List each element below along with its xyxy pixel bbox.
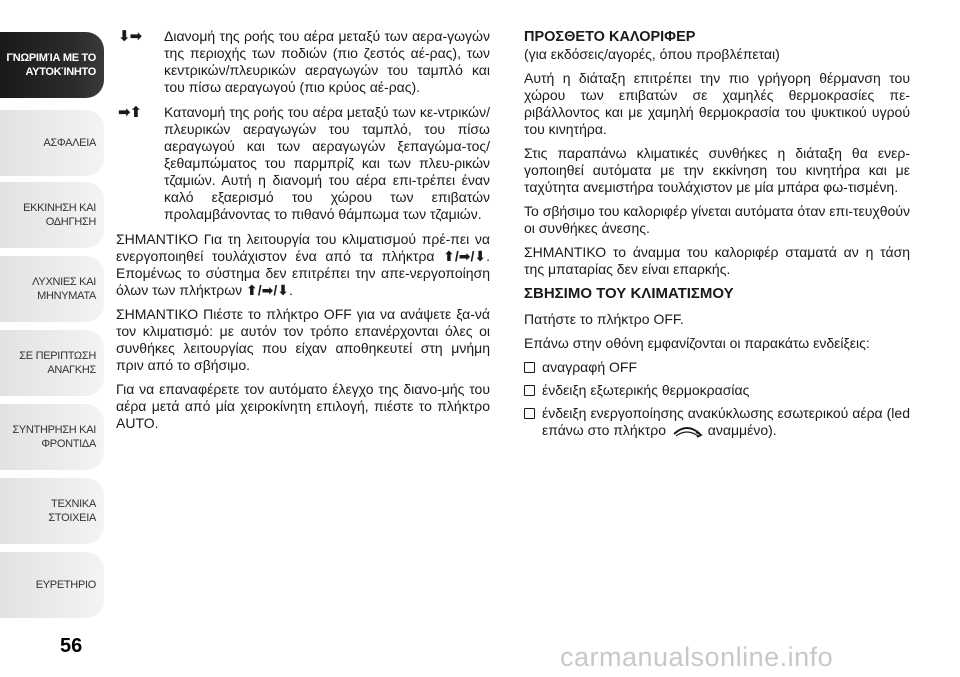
list-item: αναγραφή OFF — [524, 359, 910, 376]
tab-label: ΕΚΚΙΝΗΣΗ ΚΑΙ ΟΔΗΓΗΣΗ — [23, 202, 96, 228]
item-text: Κατανομή της ροής του αέρα μεταξύ των κε-ντρικών/πλευρικών αεραγωγών του ταμπλό, του πίσω αεραγωγού και των αεραγωγών ξεπαγώμα-τος/ξεθαμπώματος του παρμπρίζ και των πλευ-ρικών τζαμιών. Αυτή η διανομή του αέρα επι-τρέπει έναν καλό εξαερισμό του χώρου των επιβατών προλαμβάνοντας το πιθανό θάμπωμα των τζαμιών. — [164, 104, 490, 222]
section-heading-heater: ΠΡΟΣΘΕΤΟ ΚΑΛΟΡΙΦΕΡ — [524, 29, 696, 45]
recirculation-icon — [670, 424, 704, 438]
heater-paragraph-1: Αυτή η διάταξη επιτρέπει την πιο γρήγορη θέρμανση του χώρου των επιβατών σε χαμηλές θερμοκρασίες πε-ριβάλλοντος και με χαμηλή θερμοκρασία του ψυκτικού υγρού του κινητήρα. — [524, 70, 910, 137]
tab-getting-to-know[interactable] — [0, 32, 104, 98]
tab-index[interactable] — [0, 552, 104, 618]
distribution-item-feet-dash — [116, 28, 490, 96]
tab-label: ΤΕΧΝΙΚΑ ΣΤΟΙΧΕΙΑ — [48, 498, 96, 524]
airflow-buttons-icons: ⬆/➡/⬇ — [246, 282, 290, 298]
tab-emergency[interactable] — [0, 330, 104, 396]
off-paragraph-1: Πατήστε το πλήκτρο OFF. — [524, 311, 684, 327]
off-paragraph-2: Επάνω στην οθόνη εμφανίζονται οι παρακάτω ενδείξεις: — [524, 335, 870, 351]
left-column — [116, 28, 490, 439]
checkbox-bullet-icon — [524, 408, 535, 419]
airflow-buttons-icons: ⬆/➡/⬇ — [443, 248, 487, 264]
watermark: carmanualsonline.info — [560, 642, 834, 672]
dash-windscreen-airflow-icon: ➡⬆ — [118, 104, 142, 121]
tab-label: ΣΥΝΤΗΡΗΣΗ ΚΑΙ ΦΡΟΝΤΙΔΑ — [12, 424, 96, 450]
tab-technical-data[interactable] — [0, 478, 104, 544]
important-note-1: ΣΗΜΑΝΤΙΚΟ Για τη λειτουργία του κλιματισμού πρέ-πει να ενεργοποιηθεί τουλάχιστον ένα από τα πλήκτρα ⬆/➡/⬇. Επομένως το σύστημα δεν επιτρέπει την απε-νεργοποίηση όλων των πλήκτρων ⬆/➡/⬇. — [116, 231, 490, 298]
checkbox-bullet-icon — [524, 385, 535, 396]
chapter-sidebar — [0, 0, 104, 677]
list-item: ένδειξη ενεργοποίησης ανακύκλωσης εσωτερικού αέρα (led επάνω στο πλήκτρο αναμμένο). — [524, 405, 910, 439]
heater-paragraph-3: Το σβήσιμο του καλοριφέρ γίνεται αυτόματα όταν επι-τευχθούν οι συνθήκες άνεσης. — [524, 203, 910, 236]
feet-dash-airflow-icon: ⬇➡ — [118, 28, 142, 45]
tab-label: ΑΣΦΑΛΕΙΑ — [43, 137, 96, 149]
important-note-2: ΣΗΜΑΝΤΙΚΟ Πιέστε το πλήκτρο OFF για να ανάψετε ξα-νά τον κλιματισμό: με αυτόν τον τρόπο επανέρχονται όλες οι συνθήκες λειτουργίας που είχαν αποθηκευτεί στη μνήμη πριν από το σβήσιμο. — [116, 306, 490, 373]
tab-label: ΓΝΩΡΙΜΊΑ ΜΕ ΤΟ ΑΥΤΟΚΊΝΗΤΟ — [6, 52, 96, 78]
tab-safety[interactable] — [0, 110, 104, 176]
tab-warning-lights[interactable] — [0, 256, 104, 322]
item-text: Διανομή της ροής του αέρα μεταξύ των αερα-γωγών της περιοχής των ποδιών (πιο ζεστός αέ-ρας), των κεντρικών/πλευρικών αεραγωγών του ταμπλό και του πίσω αεραγωγού (πιο κρύος αέ-ρας). — [164, 28, 490, 95]
section-subheading: (για εκδόσεις/αγορές, όπου προβλέπεται) — [524, 46, 780, 62]
page-number: 56 — [60, 635, 83, 657]
tab-starting-driving[interactable] — [0, 182, 104, 248]
section-heading-off: ΣΒΗΣΙΜΟ ΤΟΥ ΚΛΙΜΑΤΙΣΜΟΥ — [524, 285, 734, 302]
heater-paragraph-2: Στις παραπάνω κλιματικές συνθήκες η διάταξη θα ενερ-γοποιηθεί αυτόματα με την εκκίνηση του κινητήρα και με ταχύτητα ανεμιστήρα τουλάχιστον με μία μπάρα φω-τισμένη. — [524, 145, 910, 195]
tab-label: ΕΥΡΕΤΗΡΙΟ — [35, 579, 96, 591]
checkbox-bullet-icon — [524, 362, 535, 373]
auto-paragraph: Για να επαναφέρετε τον αυτόματο έλεγχο της διανο-μής του αέρα μετά από μία χειροκίνητη επιλογή, πιέστε το πλήκτρο AUTO. — [116, 381, 490, 431]
right-column — [524, 28, 910, 445]
tab-label: ΛΥΧΝΙΕΣ ΚΑΙ ΜΗΝΥΜΑΤΑ — [32, 276, 96, 302]
distribution-item-dash-windscreen — [116, 104, 490, 223]
list-item: ένδειξη εξωτερικής θερμοκρασίας — [524, 382, 910, 399]
tab-label: ΣΕ ΠΕΡΙΠΤΩΣΗ ΑΝΑΓΚΗΣ — [19, 350, 96, 376]
heater-important-note: ΣΗΜΑΝΤΙΚΟ το άναμμα του καλοριφέρ σταματά αν η τάση της μπαταρίας δεν είναι επαρκής. — [524, 244, 910, 277]
tab-maintenance[interactable] — [0, 404, 104, 470]
